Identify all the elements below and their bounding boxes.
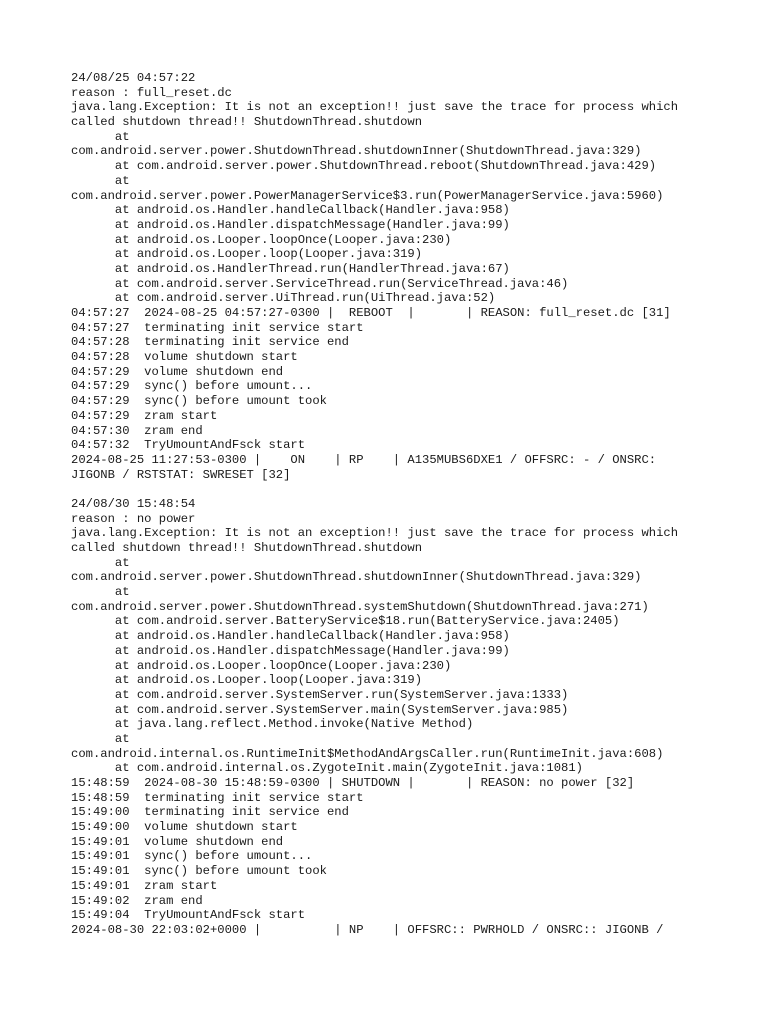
log-line: at android.os.Looper.loopOnce(Looper.java:230) xyxy=(71,232,452,247)
log-line: at android.os.Handler.dispatchMessage(Handler.java:99) xyxy=(71,643,510,658)
log-line: 15:49:02 zram end xyxy=(71,893,203,908)
log-line: at xyxy=(71,129,130,144)
log-line: at com.android.server.power.ShutdownThread.reboot(ShutdownThread.java:429) xyxy=(71,159,657,174)
log-line: 04:57:29 volume shutdown end xyxy=(71,364,284,379)
log-line: 04:57:27 terminating init service start xyxy=(71,320,364,335)
log-line: at xyxy=(71,585,130,600)
log-line: 15:48:59 terminating init service start xyxy=(71,790,364,805)
log-document xyxy=(71,71,751,938)
log-line: reason : full_reset.dc xyxy=(71,85,232,100)
log-line: at xyxy=(71,731,130,746)
log-line: 24/08/25 04:57:22 xyxy=(71,71,196,85)
log-line: 04:57:32 TryUmountAndFsck start xyxy=(71,438,306,453)
log-line: 15:49:04 TryUmountAndFsck start xyxy=(71,908,306,923)
log-line: 24/08/30 15:48:54 xyxy=(71,496,196,511)
log-line: 15:48:59 2024-08-30 15:48:59-0300 | SHUTDOWN | | REASON: no power [32] xyxy=(71,776,635,790)
log-line: at android.os.HandlerThread.run(HandlerThread.java:67) xyxy=(71,261,510,276)
log-line: 04:57:28 terminating init service end xyxy=(71,335,349,350)
log-line: com.android.server.power.ShutdownThread.systemShutdown(ShutdownThread.java:271) xyxy=(71,599,649,614)
log-line: 04:57:28 volume shutdown start xyxy=(71,350,298,365)
log-line: at java.lang.reflect.Method.invoke(Native Method) xyxy=(71,717,474,732)
log-line: at com.android.server.BatteryService$18.run(BatteryService.java:2405) xyxy=(71,614,620,629)
log-line: JIGONB / RSTSTAT: SWRESET [32] xyxy=(71,467,291,482)
log-line: 04:57:29 sync() before umount... xyxy=(71,379,313,394)
log-line: at android.os.Handler.dispatchMessage(Handler.java:99) xyxy=(71,217,510,232)
log-line: com.android.server.power.ShutdownThread.shutdownInner(ShutdownThread.java:329) xyxy=(71,570,642,585)
log-line: 04:57:29 zram start xyxy=(71,408,218,423)
log-line: at com.android.server.UiThread.run(UiThread.java:52) xyxy=(71,291,496,306)
log-line: called shutdown thread!! ShutdownThread.shutdown xyxy=(71,115,423,130)
log-line: called shutdown thread!! ShutdownThread.shutdown xyxy=(71,541,423,555)
log-line: at xyxy=(71,173,130,188)
log-line: com.android.server.power.PowerManagerService$3.run(PowerManagerService.java:5960) xyxy=(71,188,664,203)
log-line: reason : no power xyxy=(71,511,196,526)
log-line: at com.android.internal.os.ZygoteInit.main(ZygoteInit.java:1081) xyxy=(71,761,583,776)
log-line: 2024-08-30 22:03:02+0000 | | NP | OFFSRC:: PWRHOLD / ONSRC:: JIGONB / xyxy=(71,922,664,937)
log-line: 04:57:30 zram end xyxy=(71,423,203,438)
log-line: 04:57:29 sync() before umount took xyxy=(71,394,327,409)
log-line: java.lang.Exception: It is not an exception!! just save the trace for process which xyxy=(71,100,679,115)
log-line: 15:49:00 terminating init service end xyxy=(71,805,349,820)
log-line: 2024-08-25 11:27:53-0300 | ON | RP | A135MUBS6DXE1 / OFFSRC: - / ONSRC: xyxy=(71,452,657,467)
log-line: at android.os.Looper.loop(Looper.java:319) xyxy=(71,673,423,688)
log-line: 15:49:01 zram start xyxy=(71,878,218,893)
log-line: at android.os.Looper.loopOnce(Looper.java:230) xyxy=(71,658,452,673)
log-line: com.android.server.power.ShutdownThread.shutdownInner(ShutdownThread.java:329) xyxy=(71,144,642,159)
log-line: 15:49:01 sync() before umount... xyxy=(71,849,313,864)
log-line: 04:57:27 2024-08-25 04:57:27-0300 | REBOOT | | REASON: full_reset.dc [31] xyxy=(71,306,671,320)
log-line: at com.android.server.SystemServer.run(SystemServer.java:1333) xyxy=(71,687,569,702)
log-line: at android.os.Looper.loop(Looper.java:319) xyxy=(71,247,423,262)
log-line: at xyxy=(71,555,130,570)
log-line: at com.android.server.SystemServer.main(SystemServer.java:985) xyxy=(71,702,569,717)
log-line: at android.os.Handler.handleCallback(Handler.java:958) xyxy=(71,203,510,218)
log-line xyxy=(71,482,751,497)
log-line: 15:49:01 volume shutdown end xyxy=(71,834,284,849)
log-line: 15:49:00 volume shutdown start xyxy=(71,820,298,835)
log-line: at android.os.Handler.handleCallback(Handler.java:958) xyxy=(71,629,510,644)
log-line: com.android.internal.os.RuntimeInit$MethodAndArgsCaller.run(RuntimeInit.java:608) xyxy=(71,746,664,761)
log-line: 15:49:01 sync() before umount took xyxy=(71,864,327,879)
log-line: at com.android.server.ServiceThread.run(ServiceThread.java:46) xyxy=(71,276,569,291)
log-line: java.lang.Exception: It is not an exception!! just save the trace for process which xyxy=(71,526,679,541)
